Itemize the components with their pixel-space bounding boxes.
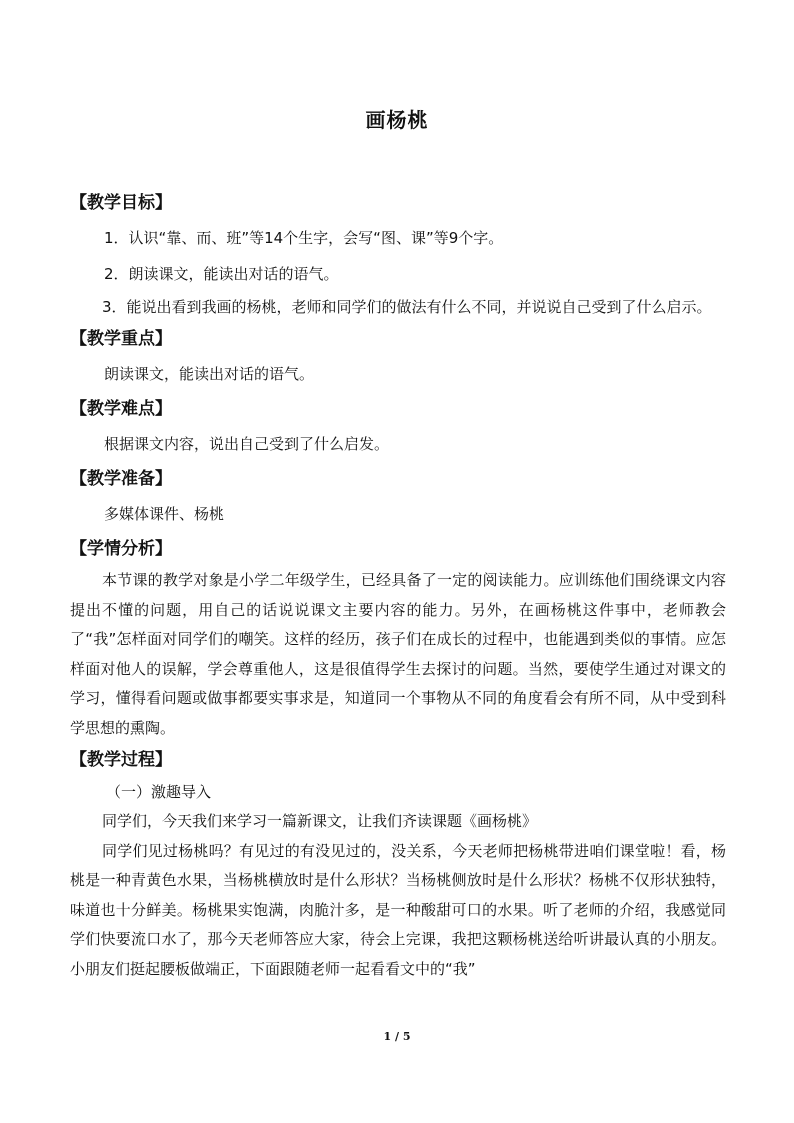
section-heading-difficulties: 【教学难点】 <box>70 399 172 419</box>
goal-item: 2．朗读课文，能读出对话的语气。 <box>104 265 339 283</box>
section-heading-analysis: 【学情分析】 <box>70 539 172 559</box>
process-subheading: （一）激趣导入 <box>106 783 212 801</box>
difficulties-text: 根据课文内容，说出自己受到了什么启发。 <box>104 435 390 453</box>
section-heading-preparation: 【教学准备】 <box>70 469 172 489</box>
section-heading-goals: 【教学目标】 <box>70 193 172 213</box>
document-title: 画杨桃 <box>365 108 429 132</box>
analysis-text: 本节课的教学对象是小学二年级学生，已经具备了一定的阅读能力。应训练他们围绕课文内容提出不懂的问题，用自己的话说说课文主要内容的能力。另外，在画杨桃这件事中，老师教会了“我”怎样面对同学们的嘲笑。这样的经历，孩子们在成长的过程中，也能遇到类似的事情。应怎样面对他人的误解，学会尊重他人，这是很值得学生去探讨的问题。当然，要使学生通过对课文的学习，懂得看问题或做事都要实事求是，知道同一个事物从不同的角度看会有所不同，从中受到科学思想的熏陶。 <box>70 571 726 737</box>
goal-item: 3．能说出看到我画的杨桃，老师和同学们的做法有什么不同，并说说自己受到了什么启示。 <box>102 298 712 316</box>
process-paragraph: 同学们见过杨桃吗？有见过的有没见过的，没关系，今天老师把杨桃带进咱们课堂啦！看，杨桃是一种青黄色水果，当杨桃横放时是什么形状？当杨桃侧放时是什么形状？杨桃不仅形状独特，味道也十分鲜美。杨桃果实饱满，肉脆汁多，是一种酸甜可口的水果。听了老师的介绍，我感觉同学们快要流口水了，那今天老师答应大家，待会上完课，我把这颗杨桃送给听讲最认真的小朋友。小朋友们挺起腰板做端正，下面跟随老师一起看看文中的“我” <box>70 841 726 978</box>
preparation-text: 多媒体课件、杨桃 <box>104 505 225 523</box>
section-heading-key-points: 【教学重点】 <box>70 329 172 349</box>
page-number: 1 / 5 <box>383 1030 411 1043</box>
key-points-text: 朗读课文，能读出对话的语气。 <box>104 365 315 383</box>
section-heading-process: 【教学过程】 <box>70 750 172 770</box>
document-body <box>70 186 726 984</box>
goal-item: 1．认识“靠、而、班”等14个生字，会写“图、课”等9个字。 <box>104 229 504 247</box>
process-paragraph: 同学们，今天我们来学习一篇新课文，让我们齐读课题《画杨桃》 <box>102 812 538 830</box>
